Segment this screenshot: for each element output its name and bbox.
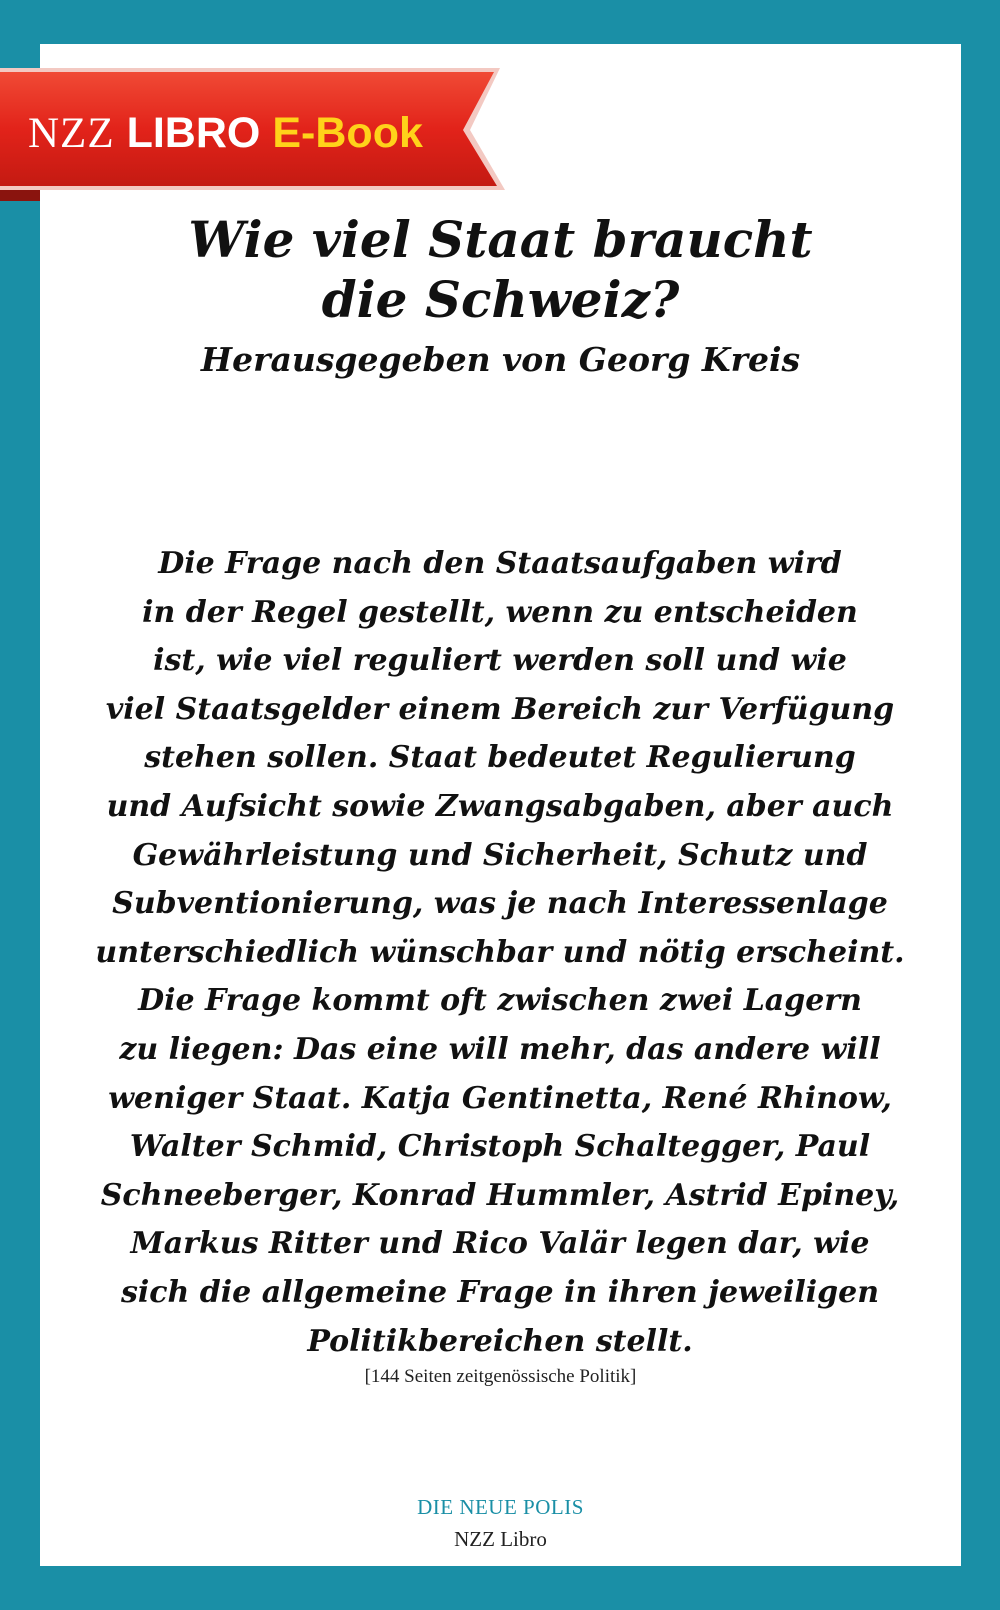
blurb-line: Walter Schmid, Christoph Schaltegger, Paul [129, 1129, 871, 1165]
blurb-line: stehen sollen. Staat bedeutet Regulierung [144, 740, 856, 776]
series-name: DIE NEUE POLIS [417, 1495, 584, 1519]
brand-nzz: NZZ [28, 109, 115, 157]
blurb-line: weniger Staat. Katja Gentinetta, René Rhinow, [108, 1080, 892, 1116]
editor-line: Herausgegeben von Georg Kreis [200, 340, 801, 379]
nzz-libro-ebook-ribbon [0, 68, 525, 201]
blurb-line: Schneeberger, Konrad Hummler, Astrid Epiney, [100, 1177, 900, 1213]
blurb-line: unterschiedlich wünschbar und nötig erscheint. [95, 934, 905, 970]
ribbon-label [28, 100, 423, 166]
brand-ebook: E-Book [272, 108, 423, 157]
publisher-name: NZZ Libro [454, 1527, 547, 1551]
blurb-line: und Aufsicht sowie Zwangsabgaben, aber auch [106, 788, 894, 824]
blurb-line: Gewährleistung und Sicherheit, Schutz und [132, 837, 868, 873]
book-title-line-2: die Schweiz? [321, 270, 680, 329]
blurb-line: Subventionierung, was je nach Interessenlage [112, 886, 888, 922]
blurb-line: Die Frage nach den Staatsaufgaben wird [158, 546, 842, 581]
blurb-line: Politikbereichen stellt. [307, 1323, 693, 1359]
page-count-note: [144 Seiten zeitgenössische Politik] [364, 1366, 637, 1387]
blurb-line: in der Regel gestellt, wenn zu entscheiden [142, 594, 858, 630]
blurb-line: viel Staatsgelder einem Bereich zur Verfügung [105, 691, 895, 727]
blurb-text [90, 540, 910, 1366]
brand-libro: LIBRO [126, 108, 261, 157]
blurb-line: zu liegen: Das eine will mehr, das andere will [119, 1031, 881, 1067]
blurb-line: ist, wie viel reguliert werden soll und wie [153, 643, 847, 679]
blurb-line: Markus Ritter und Rico Valär legen dar, wie [130, 1226, 870, 1262]
blurb-line: Die Frage kommt oft zwischen zwei Lagern [138, 983, 862, 1019]
blurb-line: sich die allgemeine Frage in ihren jeweiligen [120, 1274, 880, 1310]
title-block [40, 210, 961, 382]
book-title-line-1: Wie viel Staat braucht [188, 210, 813, 269]
